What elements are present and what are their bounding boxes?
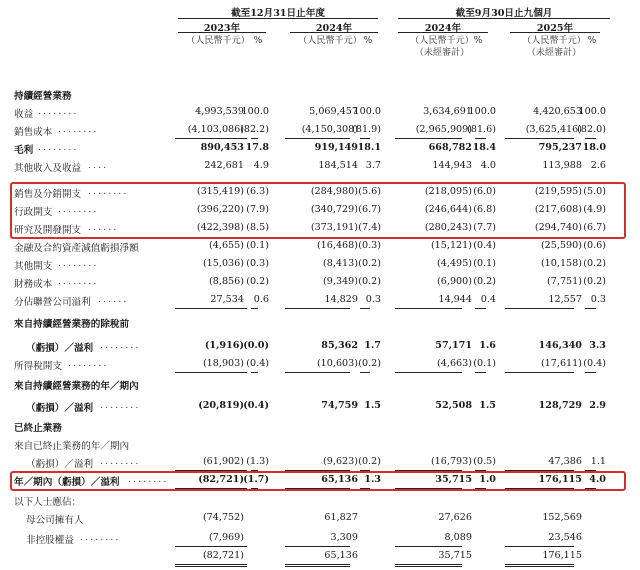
percent-cell: (0.1) [473, 358, 496, 369]
underline [251, 308, 258, 309]
amount-cell: 184,514 [318, 160, 358, 171]
percent-cell: (0.3) [246, 258, 269, 269]
leader-dots: ........ [68, 358, 109, 369]
percent-cell: (5.6) [358, 186, 381, 197]
double-underline [175, 564, 247, 567]
amount-cell: 176,115 [538, 474, 582, 485]
amount-cell: 35,715 [438, 550, 472, 561]
table-row [12, 400, 628, 417]
underline [285, 546, 350, 547]
percent-cell: 18.0 [582, 142, 606, 153]
percent-cell: 100.0 [578, 106, 606, 117]
percent-cell: (0.4) [246, 358, 269, 369]
leader-dots: ........ [38, 106, 79, 117]
amount-cell: (284,980) [310, 186, 358, 197]
row-label: 來自持續經營業務的除稅前 [14, 319, 130, 330]
amount-cell: (7,969) [209, 532, 244, 543]
header-period-year: 截至12月31日止年度 [231, 8, 325, 19]
percent-cell: (0.0) [243, 340, 269, 351]
amount-cell: (396,220) [196, 204, 244, 215]
amount-cell: (8,413) [323, 258, 358, 269]
amount-cell: 146,340 [538, 340, 582, 351]
table-row [12, 276, 628, 293]
amount-cell: 57,171 [435, 340, 472, 351]
percent-cell: (0.2) [358, 276, 381, 287]
percent-cell: (0.1) [473, 258, 496, 269]
percent-cell: (82.0) [577, 124, 606, 135]
table-row [12, 106, 628, 123]
amount-cell: (246,644) [424, 204, 472, 215]
row-label: 其他開支 [14, 261, 53, 272]
row-label: 研究及開發開支 [14, 225, 82, 236]
highlight-expenses-box [10, 182, 626, 239]
leader-dots: ........ [80, 532, 121, 543]
amount-cell: 65,136 [324, 550, 358, 561]
amount-cell: 61,827 [324, 512, 358, 523]
percent-cell: 18.4 [472, 142, 496, 153]
percent-cell: (4.9) [583, 204, 606, 215]
amount-cell: (4,150,308) [301, 124, 358, 135]
pct-label-2: % [363, 36, 373, 46]
percent-cell: (82.2) [240, 124, 269, 135]
underline [505, 138, 574, 139]
percent-cell: (6.8) [473, 204, 496, 215]
double-underline [505, 564, 574, 567]
amount-cell: (4,655) [209, 240, 244, 251]
amount-cell: (10,603) [316, 358, 358, 369]
amount-cell: 52,508 [435, 400, 472, 411]
amount-cell: 8,089 [444, 532, 472, 543]
amount-cell: (61,902) [202, 456, 244, 467]
table-row [12, 258, 628, 275]
percent-cell: (81.6) [467, 124, 496, 135]
amount-cell: 3,309 [330, 532, 358, 543]
amount-cell: (74,752) [202, 512, 244, 523]
leader-dots: ........ [128, 474, 169, 485]
row-label: 行政開支 [14, 207, 53, 218]
header-year-2025-nine: 2025年 [536, 23, 574, 34]
percent-cell: 3.3 [589, 340, 606, 351]
amount-cell: 4,420,653 [533, 106, 582, 117]
percent-cell: (1.7) [243, 474, 269, 485]
percent-cell: (6.0) [473, 186, 496, 197]
percent-cell: 1.0 [479, 474, 496, 485]
amount-cell: (218,095) [424, 186, 472, 197]
percent-cell: 0.6 [253, 294, 269, 305]
amount-cell: 795,237 [538, 142, 582, 153]
percent-cell: (7.4) [358, 222, 381, 233]
double-underline [395, 564, 462, 567]
table-row [12, 88, 628, 105]
amount-cell: (17,611) [540, 358, 582, 369]
table-row [12, 160, 628, 177]
amount-cell: (4,103,086) [187, 124, 244, 135]
table-row [12, 316, 628, 333]
percent-cell: (5.0) [583, 186, 606, 197]
unaudited-label-1: （未經審計） [414, 48, 470, 58]
percent-cell: 1.5 [479, 400, 496, 411]
amount-cell: 4,993,539 [195, 106, 244, 117]
unit-label-3: （人民幣千元） [410, 36, 474, 46]
percent-cell: 100.0 [353, 106, 381, 117]
percent-cell: 17.8 [245, 142, 269, 153]
row-label: 所得稅開支 [14, 361, 62, 372]
amount-cell: (25,590) [540, 240, 582, 251]
amount-cell: 3,634,691 [423, 106, 472, 117]
percent-cell: 0.4 [480, 294, 496, 305]
header-rule-nine [398, 18, 610, 19]
amount-cell: 176,115 [542, 550, 582, 561]
row-label: 母公司擁有人 [26, 515, 84, 526]
amount-cell: (9,623) [323, 456, 358, 467]
percent-cell: 100.0 [241, 106, 269, 117]
amount-cell: (6,900) [437, 276, 472, 287]
amount-cell: (7,751) [547, 276, 582, 287]
percent-cell: 1.5 [364, 400, 381, 411]
underline [360, 308, 370, 309]
amount-cell: (3,625,416) [525, 124, 582, 135]
amount-cell: (8,856) [209, 276, 244, 287]
row-label: （虧損）／溢利 [26, 343, 94, 354]
amount-cell: (1,916) [204, 340, 244, 351]
amount-cell: (9,349) [323, 276, 358, 287]
row-label: 以下人士應佔： [14, 497, 82, 508]
table-row [12, 494, 628, 511]
underline [395, 308, 462, 309]
leader-dots: ........ [58, 204, 99, 215]
underline [505, 372, 574, 373]
leader-dots: ........ [38, 142, 79, 153]
underline [505, 546, 574, 547]
underline [505, 308, 574, 309]
row-label: 已終止業務 [14, 423, 62, 434]
percent-cell: (0.2) [583, 276, 606, 287]
amount-cell: 144,943 [432, 160, 472, 171]
amount-cell: (16,468) [316, 240, 358, 251]
amount-cell: (217,608) [534, 204, 582, 215]
underline [175, 546, 247, 547]
underline [360, 138, 370, 139]
percent-cell: (0.4) [243, 400, 269, 411]
amount-cell: 5,069,457 [309, 106, 358, 117]
amount-cell: 890,453 [200, 142, 244, 153]
header-rule-years-1 [178, 32, 266, 33]
amount-cell: (18,903) [202, 358, 244, 369]
percent-cell: (0.5) [473, 456, 496, 467]
underline [395, 138, 462, 139]
header-rule-years-3 [398, 32, 488, 33]
table-row [12, 142, 628, 159]
amount-cell: 152,569 [542, 512, 582, 523]
row-label: 收益 [14, 109, 34, 120]
header-rule-years-2 [290, 32, 378, 33]
percent-cell: (0.2) [358, 456, 381, 467]
amount-cell: 47,386 [548, 456, 582, 467]
percent-cell: (6.3) [246, 186, 269, 197]
row-label: 毛利 [14, 145, 34, 156]
underline [475, 372, 486, 373]
leader-dots: ........ [100, 456, 141, 467]
row-label: （虧損）／溢利 [26, 459, 94, 470]
amount-cell: 14,944 [438, 294, 472, 305]
underline [395, 546, 462, 547]
underline [175, 138, 247, 139]
amount-cell: (4,495) [437, 258, 472, 269]
header-rule-year [178, 18, 378, 19]
amount-cell: 74,759 [321, 400, 358, 411]
row-label: 金融及合約資產減值虧損淨額 [14, 243, 139, 254]
percent-cell: (0.4) [473, 240, 496, 251]
percent-cell: (0.4) [583, 358, 606, 369]
table-row [12, 512, 628, 529]
row-label: 銷售及分銷開支 [14, 189, 82, 200]
percent-cell: (0.2) [358, 358, 381, 369]
leader-dots: ...... [98, 294, 129, 305]
leader-dots: ........ [58, 124, 99, 135]
amount-cell: 23,546 [548, 532, 582, 543]
percent-cell: (7.9) [246, 204, 269, 215]
pct-label-4: % [587, 36, 597, 46]
leader-dots: .... [88, 160, 109, 171]
amount-cell: (294,740) [534, 222, 582, 233]
row-label: 分佔聯營公司溢利 [14, 297, 91, 308]
amount-cell: (16,793) [430, 456, 472, 467]
underline [360, 372, 370, 373]
percent-cell: 4.0 [589, 474, 606, 485]
pct-label-1: % [253, 36, 263, 46]
percent-cell: 2.9 [589, 400, 606, 411]
unit-label-2: （人民幣千元） [298, 36, 362, 46]
percent-cell: (0.2) [583, 258, 606, 269]
amount-cell: (315,419) [196, 186, 244, 197]
percent-cell: 4.9 [253, 160, 269, 171]
amount-cell: 12,557 [548, 294, 582, 305]
percent-cell: 4.0 [480, 160, 496, 171]
amount-cell: (4,663) [437, 358, 472, 369]
amount-cell: 242,681 [204, 160, 244, 171]
percent-cell: 0.3 [590, 294, 606, 305]
highlight-total-profit-box [10, 471, 626, 491]
header-year-2024-nine: 2024年 [424, 23, 462, 34]
leader-dots: ........ [58, 276, 99, 287]
header-year-2023: 2023年 [203, 23, 241, 34]
header-year-2024: 2024年 [315, 23, 353, 34]
underline [475, 308, 486, 309]
leader-dots: ........ [100, 340, 141, 351]
percent-cell: (0.1) [246, 240, 269, 251]
leader-dots: ...... [88, 222, 119, 233]
amount-cell: (340,729) [310, 204, 358, 215]
leader-dots: ........ [88, 186, 129, 197]
amount-cell: 919,149 [314, 142, 358, 153]
percent-cell: 1.1 [590, 456, 606, 467]
amount-cell: 668,782 [428, 142, 472, 153]
table-row [12, 438, 628, 455]
underline [395, 372, 462, 373]
underline [585, 138, 596, 139]
percent-cell: (6.7) [583, 222, 606, 233]
amount-cell: (10,158) [540, 258, 582, 269]
amount-cell: (219,595) [534, 186, 582, 197]
leader-dots: ........ [100, 400, 141, 411]
header-period-nine: 截至9月30日止九個月 [455, 8, 553, 19]
amount-cell: (373,191) [310, 222, 358, 233]
percent-cell: 1.3 [364, 474, 381, 485]
underline [285, 372, 350, 373]
header-rule-years-4 [510, 32, 600, 33]
row-label: 來自已終止業務的年／期內 [14, 441, 130, 452]
percent-cell: (0.6) [583, 240, 606, 251]
row-label: 其他收入及收益 [14, 163, 82, 174]
amount-cell: 113,988 [542, 160, 582, 171]
percent-cell: (0.2) [473, 276, 496, 287]
double-underline [285, 564, 350, 567]
percent-cell: (6.7) [358, 204, 381, 215]
underline [475, 138, 486, 139]
table-row [12, 240, 628, 257]
unit-label-4: （人民幣千元） [522, 36, 586, 46]
row-label: 持續經營業務 [14, 91, 72, 102]
amount-cell: 128,729 [538, 400, 582, 411]
percent-cell: (0.2) [246, 276, 269, 287]
underline [251, 138, 258, 139]
underline [175, 308, 247, 309]
row-label: 財務成本 [14, 279, 53, 290]
amount-cell: 35,715 [435, 474, 472, 485]
percent-cell: (1.3) [246, 456, 269, 467]
underline [585, 308, 596, 309]
amount-cell: (82,721) [202, 550, 244, 561]
percent-cell: 2.6 [590, 160, 606, 171]
amount-cell: 27,534 [210, 294, 244, 305]
amount-cell: 27,626 [438, 512, 472, 523]
underline [585, 372, 596, 373]
percent-cell: 18.1 [357, 142, 381, 153]
row-label: 非控股權益 [26, 535, 74, 546]
percent-cell: 100.0 [468, 106, 496, 117]
amount-cell: 85,362 [321, 340, 358, 351]
amount-cell: (82,721) [198, 474, 244, 485]
amount-cell: (15,036) [202, 258, 244, 269]
percent-cell: (0.3) [358, 240, 381, 251]
amount-cell: (20,819) [198, 400, 244, 411]
amount-cell: 65,136 [321, 474, 358, 485]
underline [175, 372, 247, 373]
percent-cell: 3.7 [365, 160, 381, 171]
amount-cell: (2,965,909) [415, 124, 472, 135]
amount-cell: (280,243) [424, 222, 472, 233]
table-row [12, 420, 628, 437]
percent-cell: 1.7 [364, 340, 381, 351]
percent-cell: 0.3 [365, 294, 381, 305]
percent-cell: (0.2) [358, 258, 381, 269]
row-label: 來自持續經營業務的年／期內 [14, 381, 139, 392]
row-label: （虧損）／溢利 [26, 403, 94, 414]
table-row [12, 378, 628, 395]
amount-cell: 14,829 [324, 294, 358, 305]
underline [285, 308, 350, 309]
percent-cell: (7.7) [473, 222, 496, 233]
amount-cell: (15,121) [430, 240, 472, 251]
unit-label-1: （人民幣千元） [186, 36, 250, 46]
unaudited-label-2: （未經審計） [526, 48, 582, 58]
table-row [12, 340, 628, 357]
percent-cell: (8.5) [246, 222, 269, 233]
percent-cell: 1.6 [479, 340, 496, 351]
leader-dots: ........ [58, 258, 99, 269]
row-label: 銷售成本 [14, 127, 53, 138]
underline [251, 372, 258, 373]
percent-cell: (81.9) [352, 124, 381, 135]
underline [285, 138, 350, 139]
pct-label-3: % [473, 36, 483, 46]
row-label: 年／期內（虧損）／溢利 [14, 477, 120, 488]
amount-cell: (422,398) [196, 222, 244, 233]
